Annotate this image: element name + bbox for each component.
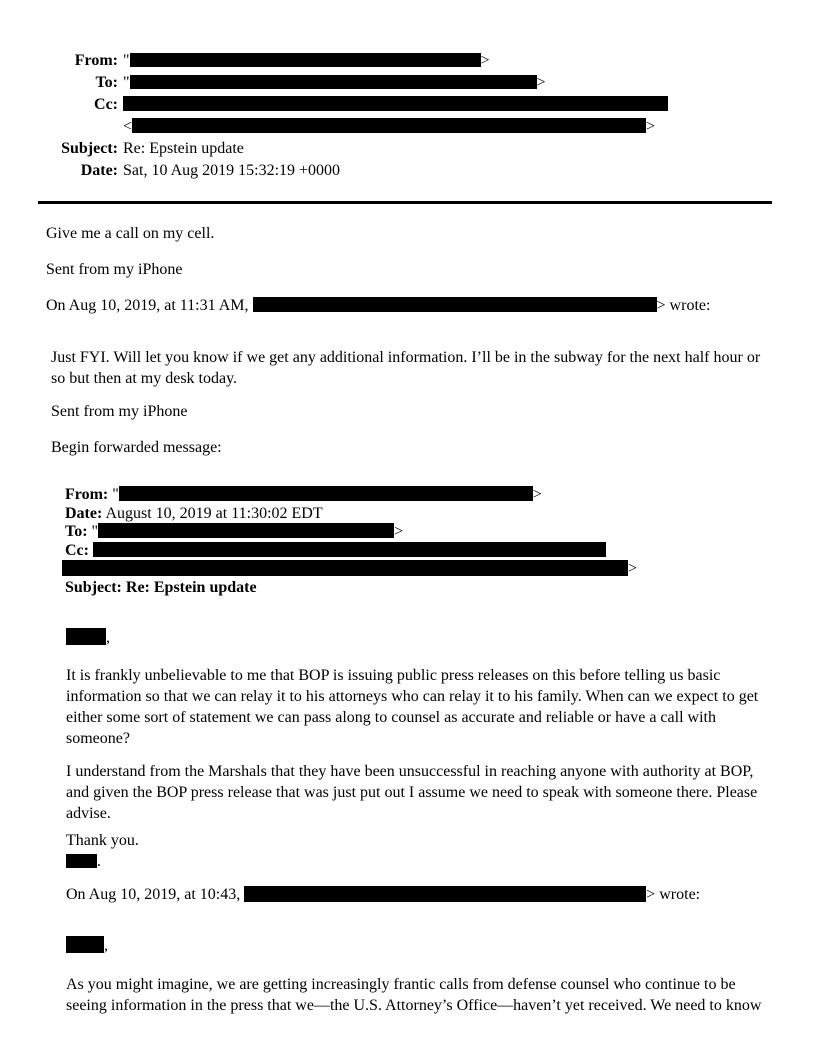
forwarded-date-label: Date: <box>65 504 103 522</box>
closing: Thank you. . <box>66 832 139 870</box>
header-cc-row-2 <box>40 116 776 138</box>
body-paragraph: I understand from the Marshals that they have been unsuccessful in reaching anyone with authority at BOP, and given the BOP press release that was just put out I assume we need to speak with someone there. Please advise. <box>66 763 758 822</box>
forwarded-cc-row <box>65 542 776 561</box>
forwarded-date-value: August 10, 2019 at 11:30:02 EDT <box>105 504 323 522</box>
message-body <box>46 223 776 316</box>
quoted-paragraph: Just FYI. Will let you know if we get any additional information. I’ll be in the subway for the next half hour or so but then at my desk today. <box>51 349 761 387</box>
header-date-value: Sat, 10 Aug 2019 15:32:19 +0000 <box>123 162 341 179</box>
quote-intro: On Aug 10, 2019, at 10:43, > wrote: <box>66 886 701 903</box>
salutation: , <box>66 935 776 956</box>
header-cc-label: Cc: <box>94 96 118 113</box>
angle-bracket: > <box>628 560 638 577</box>
redaction-bar-signature <box>66 854 97 868</box>
header-subject-row <box>40 138 776 160</box>
quote-mark: " <box>123 74 130 91</box>
quoted-message <box>51 347 776 1016</box>
email-header <box>40 50 776 182</box>
sent-from-iphone: Sent from my iPhone <box>51 403 188 420</box>
redaction-bar-name <box>66 628 106 645</box>
forwarded-cc-label: Cc: <box>65 541 89 559</box>
body-paragraph: As you might imagine, we are getting increasingly frantic calls from defense counsel who continue to be seeing information in the press that we—the U.S. Attorney’s Office—haven’t yet received. We need to know <box>66 976 762 1014</box>
forwarded-to-label: To: <box>65 523 88 540</box>
header-divider <box>38 201 772 204</box>
angle-bracket: > <box>532 486 542 503</box>
salutation: , <box>66 627 776 648</box>
quote-intro: On Aug 10, 2019, at 11:31 AM, > wrote: <box>46 297 711 314</box>
forwarded-subject-label: Subject: <box>65 578 122 596</box>
forwarded-to-row <box>65 523 776 542</box>
forwarded-subject-row <box>65 579 776 598</box>
header-date-row <box>40 160 776 182</box>
forwarded-subject-value: Re: Epstein update <box>125 578 257 596</box>
sent-from-iphone: Sent from my iPhone <box>46 261 183 278</box>
redaction-bar-forwarded-from <box>119 486 533 501</box>
quote-mark: " <box>112 486 119 503</box>
body-paragraph: It is frankly unbelievable to me that BOP is issuing public press releases on this before telling us basic information so that we can relay it to his attorneys who can relay it to his family. When can we expect to get either some sort of statement we can pass along to counsel as accurate and reliable or have a call with someone? <box>66 667 759 747</box>
forwarded-cc-overflow-row <box>65 560 776 579</box>
redaction-bar-from <box>130 53 481 67</box>
redaction-bar-cc <box>123 96 668 111</box>
header-date-label: Date: <box>80 162 118 179</box>
redaction-bar-to <box>130 75 537 89</box>
header-cc-row <box>40 94 776 116</box>
header-from-label: From: <box>74 52 118 69</box>
header-subject-value: Re: Epstein update <box>123 140 244 157</box>
thank-you-line: Thank you. <box>66 832 139 849</box>
header-from-row <box>40 50 776 72</box>
forwarded-body <box>66 627 776 1016</box>
header-to-row <box>40 72 776 94</box>
angle-bracket: > <box>394 523 404 540</box>
redaction-bar-sender <box>244 886 646 902</box>
angle-bracket: > <box>480 52 490 69</box>
angle-bracket: < <box>123 118 133 135</box>
angle-bracket: > <box>536 74 546 91</box>
quote-mark: " <box>123 52 130 69</box>
begin-forwarded-label: Begin forwarded message: <box>51 439 222 456</box>
angle-bracket: > <box>646 118 656 135</box>
forwarded-date-row <box>65 505 776 524</box>
header-to-label: To: <box>95 74 118 91</box>
redaction-bar-cc-2 <box>132 118 646 133</box>
redaction-bar-forwarded-cc <box>93 542 606 557</box>
forwarded-from-row <box>65 486 776 505</box>
header-subject-label: Subject: <box>61 140 118 157</box>
redaction-bar-forwarded-cc-2 <box>62 560 628 576</box>
quote-mark: " <box>91 523 99 540</box>
forwarded-header <box>65 486 776 597</box>
message-line: Give me a call on my cell. <box>46 225 215 242</box>
redaction-bar-name <box>66 936 104 953</box>
forwarded-from-label: From: <box>65 486 109 503</box>
redaction-bar-forwarded-to <box>98 523 394 538</box>
redaction-bar-sender <box>253 297 657 312</box>
